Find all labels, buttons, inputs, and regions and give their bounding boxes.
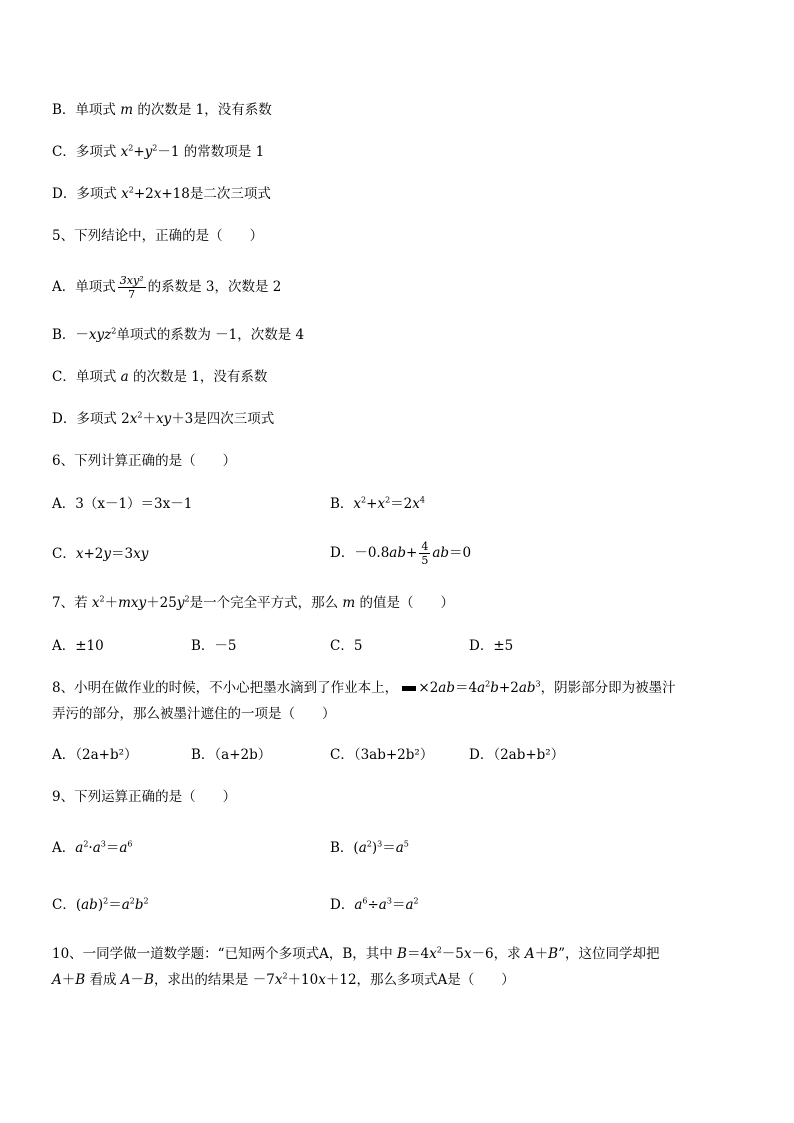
q9-option-c: C．$(ab)^2=a^2b^2$ [52, 896, 149, 913]
q8-stem-line1: 8、小明在做作业的时候，不小心把墨水滴到了作业本上， $\times 2ab=4a^2b+2ab^3$，阴影部分即为被墨汁 [52, 679, 676, 696]
q9-stem: 9、下列运算正确的是（ ） [52, 789, 237, 805]
q6-option-b: B．$x^2+x^2=2x^4$ [330, 495, 425, 512]
q9-option-d: D．$a^6\div a^3=a^2$ [330, 896, 419, 913]
q6-option-a: A．3（x－1）＝3x－1 [52, 496, 193, 512]
q9-option-a: A．$a^2\cdot a^3=a^6$ [52, 839, 133, 856]
q7-option-d: D．±5 [469, 638, 514, 654]
q8-option-b: B．（a+2b） [191, 747, 272, 763]
q7-option-c: C．5 [330, 638, 363, 654]
q6-option-d: D．－0.8ab+ $\frac{4}{5}$ ab＝0 [330, 540, 472, 567]
q6-stem: 6、下列计算正确的是（ ） [52, 453, 237, 469]
fraction: $\frac{\text{3xy²}}{7}$ [119, 274, 144, 301]
q4-option-c: C．多项式 $x^2+y^2-1$ 的常数项是 1 [52, 143, 265, 160]
q6-option-c: C．x+2y＝3xy [52, 546, 149, 562]
q10-stem-line2: A＋B 看成 A－B，求出的结果是 $-7x^2+10x+12$，那么多项式A是（ ） [52, 971, 515, 988]
q9-option-b: B．$(a^2)^3=a^5$ [330, 839, 409, 856]
q5-option-b: B．－xyz$^2$单项式的系数为 －1，次数是 4 [52, 326, 305, 343]
q7-option-a: A．±10 [52, 638, 104, 654]
q5-option-c: C．单项式 a 的次数是 1，没有系数 [52, 369, 268, 385]
q8-option-a: A．（2a+b²） [52, 747, 138, 763]
q8-stem-line2: 弄污的部分，那么被墨汁遮住的一项是（ ） [52, 706, 336, 722]
q7-stem: 7、若 $x^2+mxy+25y^2$是一个完全平方式，那么 m 的值是（ ） [52, 594, 454, 611]
q10-stem-line1: 10、一同学做一道数学题：“已知两个多项式A，B，其中 $B=4x^2-5x-6$，求 A＋B”，这位同学却把 [52, 945, 660, 962]
q5-option-d: D．多项式 $2x^2+xy+3$是四次三项式 [52, 410, 275, 427]
q4-option-b: B．单项式 m 的次数是 1，没有系数 [52, 102, 272, 118]
fraction: $\frac{4}{5}$ [421, 540, 429, 567]
q5-option-a: A．单项式 $\frac{\text{3xy²}}{7}$ 的系数是 3，次数是 2 [52, 274, 282, 301]
q7-option-b: B．－5 [191, 638, 237, 654]
q8-option-c: C．（3ab+2b²） [330, 747, 434, 763]
q5-stem: 5、下列结论中，正确的是（ ） [52, 228, 264, 244]
q8-option-d: D．（2ab+b²） [469, 747, 565, 763]
ink-blot-icon [402, 686, 416, 691]
q4-option-d: D．多项式 $x^2+2x+18$是二次三项式 [52, 185, 271, 202]
